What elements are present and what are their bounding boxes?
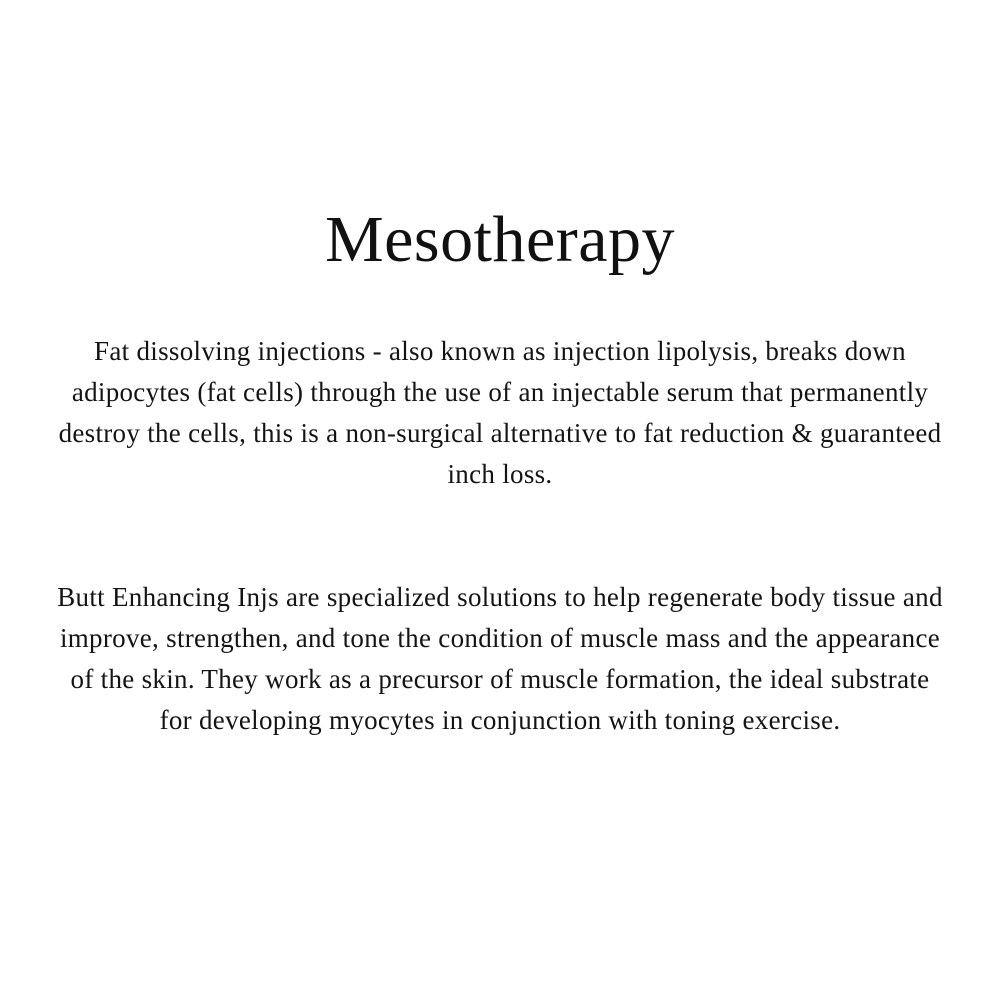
paragraph-butt-enhancing: Butt Enhancing Injs are specialized solutions to help regenerate body tissue and improve, strengthen, and tone the condition of muscle mass and the appearance of the skin. They work as a precursor of muscle formation, the ideal substrate for developing myocytes in conjunction with toning exercise. bbox=[57, 582, 943, 735]
page-title: Mesotherapy bbox=[324, 203, 676, 276]
paragraph-fat-dissolving: Fat dissolving injections - also known as injection lipolysis, breaks down adipocytes (fat cells) through the use of an injectable serum that permanently destroy the cells, this is a non-surgical alternative to fat reduction & guaranteed inch loss. bbox=[58, 336, 942, 489]
